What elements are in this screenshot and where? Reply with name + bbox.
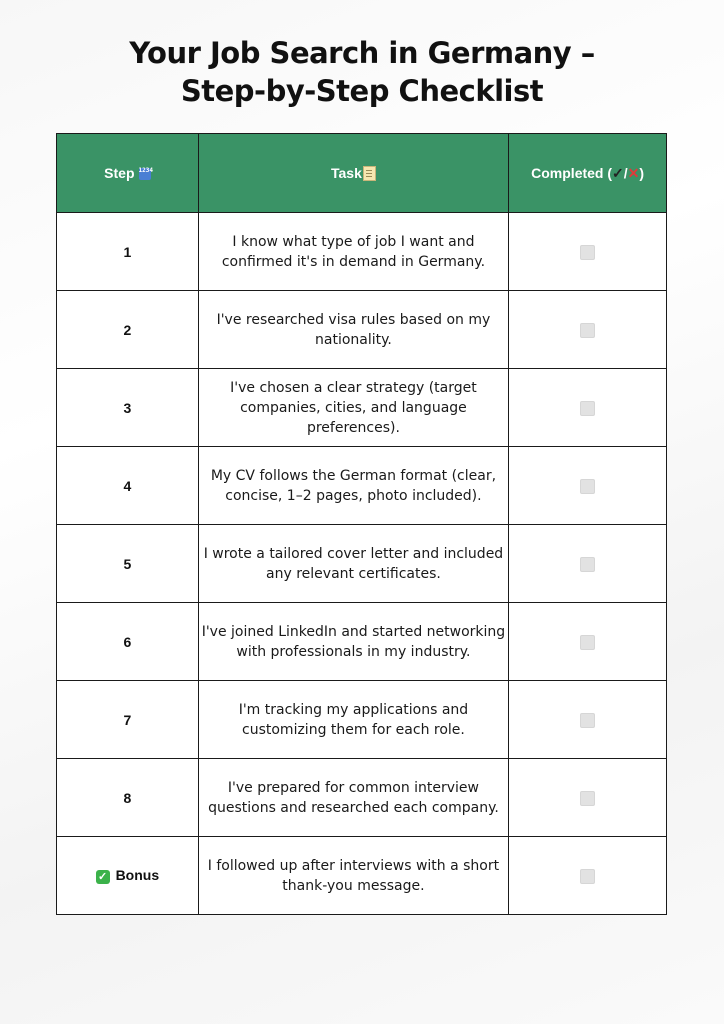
step-number: 1 — [123, 243, 132, 260]
completed-checkbox[interactable] — [580, 713, 595, 728]
completed-header-label: Completed ( — [531, 164, 613, 181]
completed-checkbox[interactable] — [580, 479, 595, 494]
cross-mark-icon: ✕ — [627, 164, 640, 181]
step-cell — [57, 213, 199, 291]
step-cell — [57, 369, 199, 447]
task-text: I followed up after interviews with a short thank-you message. — [198, 837, 509, 915]
check-box-icon: ✓ — [96, 870, 110, 884]
task-text: I know what type of job I want and confirmed it's in demand in Germany. — [198, 213, 509, 291]
numbers-icon: 1234 — [139, 168, 151, 180]
title-line-1: Your Job Search in Germany – — [129, 36, 595, 70]
completed-cell — [509, 369, 667, 447]
completed-checkbox[interactable] — [580, 245, 595, 260]
step-number: 7 — [123, 711, 132, 728]
step-number: Bonus — [115, 867, 160, 884]
title-line-2: Step-by-Step Checklist — [180, 74, 544, 108]
step-cell — [57, 525, 199, 603]
step-number: 4 — [123, 477, 132, 494]
table-row — [57, 759, 667, 837]
completed-cell — [509, 759, 667, 837]
completed-checkbox[interactable] — [580, 791, 595, 806]
completed-cell — [509, 447, 667, 525]
table-row — [57, 681, 667, 759]
table-row — [57, 213, 667, 291]
step-number: 8 — [123, 789, 132, 806]
table-row — [57, 291, 667, 369]
completed-cell — [509, 291, 667, 369]
task-header-label: Task — [331, 164, 362, 181]
completed-cell — [509, 837, 667, 915]
step-number: 3 — [123, 399, 132, 416]
table-row — [57, 447, 667, 525]
completed-cell — [509, 525, 667, 603]
task-text: I wrote a tailored cover letter and included any relevant certificates. — [198, 525, 509, 603]
step-cell — [57, 603, 199, 681]
task-text: I've joined LinkedIn and started networking with professionals in my industry. — [198, 603, 509, 681]
table-header-row — [57, 134, 667, 213]
completed-cell — [509, 681, 667, 759]
table-row — [57, 837, 667, 915]
table-row — [57, 603, 667, 681]
step-cell — [57, 291, 199, 369]
task-text: I've prepared for common interview questions and researched each company. — [198, 759, 509, 837]
completed-checkbox[interactable] — [580, 401, 595, 416]
completed-checkbox[interactable] — [580, 323, 595, 338]
slash-separator: / — [623, 164, 628, 181]
step-cell — [57, 759, 199, 837]
step-header-label: Step — [104, 165, 135, 181]
task-text: I've researched visa rules based on my nationality. — [198, 291, 509, 369]
completed-column-header — [509, 134, 667, 213]
completed-cell — [509, 213, 667, 291]
task-text: I'm tracking my applications and customizing them for each role. — [198, 681, 509, 759]
step-cell — [57, 837, 199, 915]
page-title — [0, 34, 724, 110]
task-column-header — [198, 134, 509, 213]
step-cell — [57, 681, 199, 759]
table-row — [57, 525, 667, 603]
task-text: My CV follows the German format (clear, concise, 1–2 pages, photo included). — [198, 447, 509, 525]
step-number: 6 — [123, 633, 132, 650]
checklist-table — [56, 133, 667, 915]
memo-icon — [363, 166, 376, 181]
completed-checkbox[interactable] — [580, 869, 595, 884]
step-number: 5 — [123, 555, 132, 572]
table-row — [57, 369, 667, 447]
completed-checkbox[interactable] — [580, 635, 595, 650]
step-cell — [57, 447, 199, 525]
check-mark-icon: ✓ — [612, 164, 624, 181]
step-column-header — [57, 134, 199, 213]
completed-cell — [509, 603, 667, 681]
completed-checkbox[interactable] — [580, 557, 595, 572]
step-number: 2 — [123, 321, 132, 338]
completed-header-close: ) — [639, 164, 645, 181]
task-text: I've chosen a clear strategy (target companies, cities, and language preferences). — [198, 369, 509, 447]
